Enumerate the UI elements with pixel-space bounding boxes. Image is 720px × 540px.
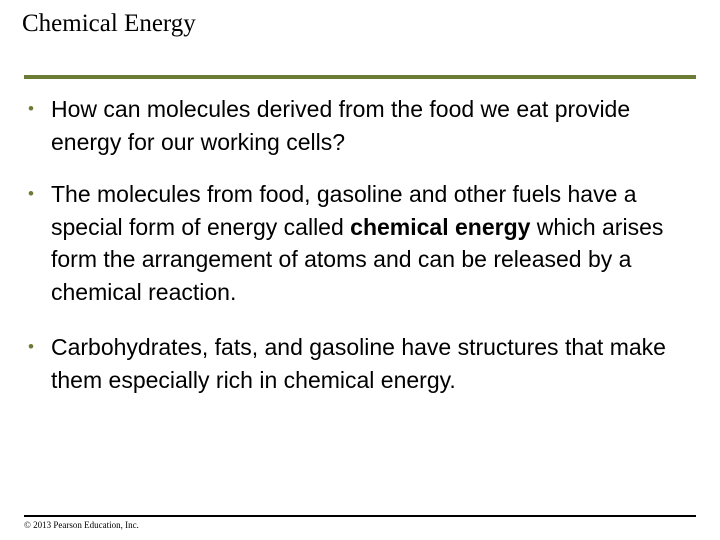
bullet-text-part: which arises form the arrangement of atoms and can be released by a chemical reaction.: [51, 213, 664, 305]
bullet-marker: •: [28, 337, 34, 356]
bullet-marker: •: [28, 184, 34, 203]
bullet-marker: •: [28, 99, 34, 118]
bullet-text-bold: chemical energy: [350, 213, 531, 240]
footer-divider: [24, 515, 696, 517]
bullet-text-part: The molecules from food, gasoline and other fuels have a special form of energy called: [51, 181, 637, 240]
bullet-text: Carbohydrates, fats, and gasoline have structures that make them especially rich in chemical energy.: [51, 334, 666, 393]
bullet-text: How can molecules derived from the food we eat provide energy for our working cells?: [51, 96, 631, 155]
copyright-footer: © 2013 Pearson Education, Inc.: [24, 520, 139, 530]
bullet-text: [51, 178, 696, 308]
slide-title: Chemical Energy: [22, 10, 196, 37]
